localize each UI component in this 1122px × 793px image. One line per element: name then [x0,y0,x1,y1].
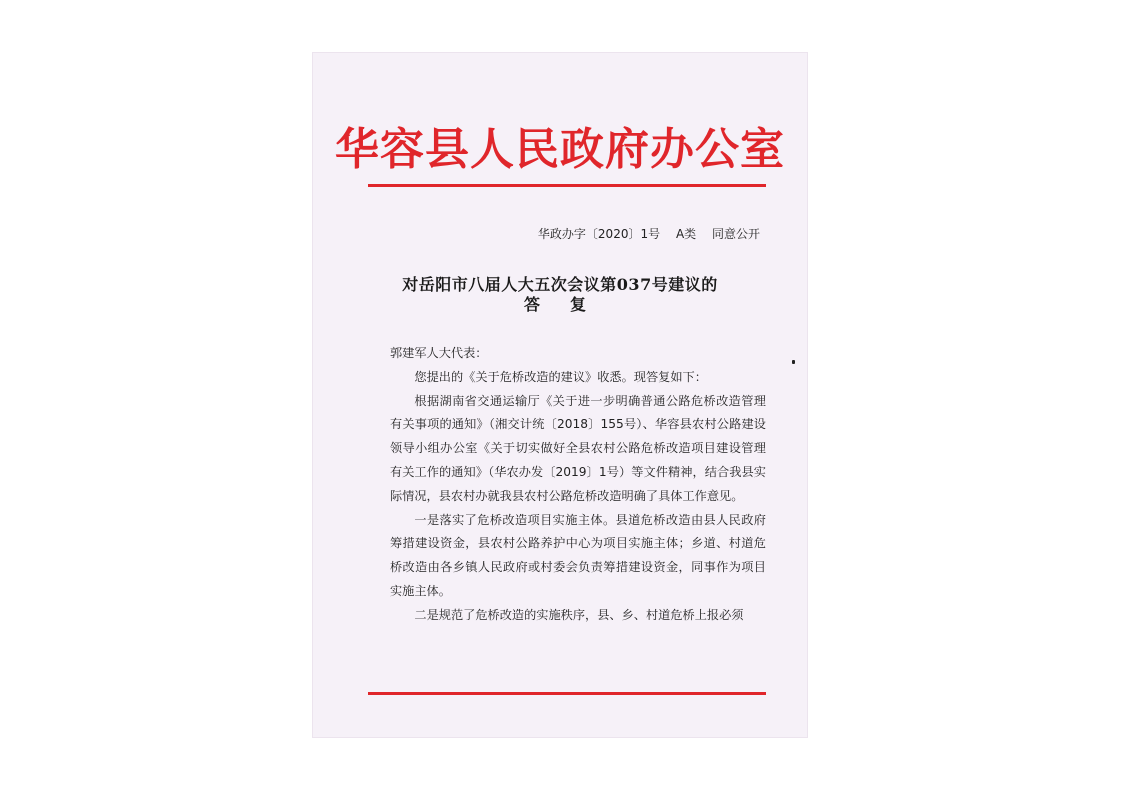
doc-category: A类 [675,227,697,241]
doc-number-line [538,225,760,242]
scanned-page [312,52,808,738]
red-divider-top [368,184,766,187]
salutation: 郭建军人大代表： [390,346,488,360]
org-title: 华容县人民政府办公室 [335,124,785,175]
doc-number: 华政办字〔2020〕1号 [537,227,661,241]
body-text [390,342,766,628]
doc-title-line1: 对岳阳市八届人大五次会议第037号建议的 [402,275,718,294]
disclosure-status: 同意公开 [711,227,760,241]
red-divider-bottom [368,692,766,695]
paragraph: 一是落实了危桥改造项目实施主体。县道危桥改造由县人民政府筹措建设资金，县农村公路养护中心为项目实施主体；乡道、村道危桥改造由各乡镇人民政府或村委会负责筹措建设资金，同事作为项目实施主体。 [390,512,766,598]
paragraph: 根据湖南省交通运输厅《关于进一步明确普通公路危桥改造管理有关事项的通知》（湘交计统〔2018〕155号）、华容县农村公路建设领导小组办公室《关于切实做好全县农村公路危桥改造项目建设管理有关工作的通知》（华农办发〔2019〕1号）等文件精神，结合我县实际情况，县农村办就我县农村公路危桥改造明确了具体工作意见。 [390,393,766,503]
doc-title-line2: 答复 [523,295,616,314]
paragraph: 您提出的《关于危桥改造的建议》收悉。现答复如下： [414,369,707,384]
paragraph: 二是规范了危桥改造的实施秩序，县、乡、村道危桥上报必须 [414,607,744,622]
scan-speck [792,360,795,364]
